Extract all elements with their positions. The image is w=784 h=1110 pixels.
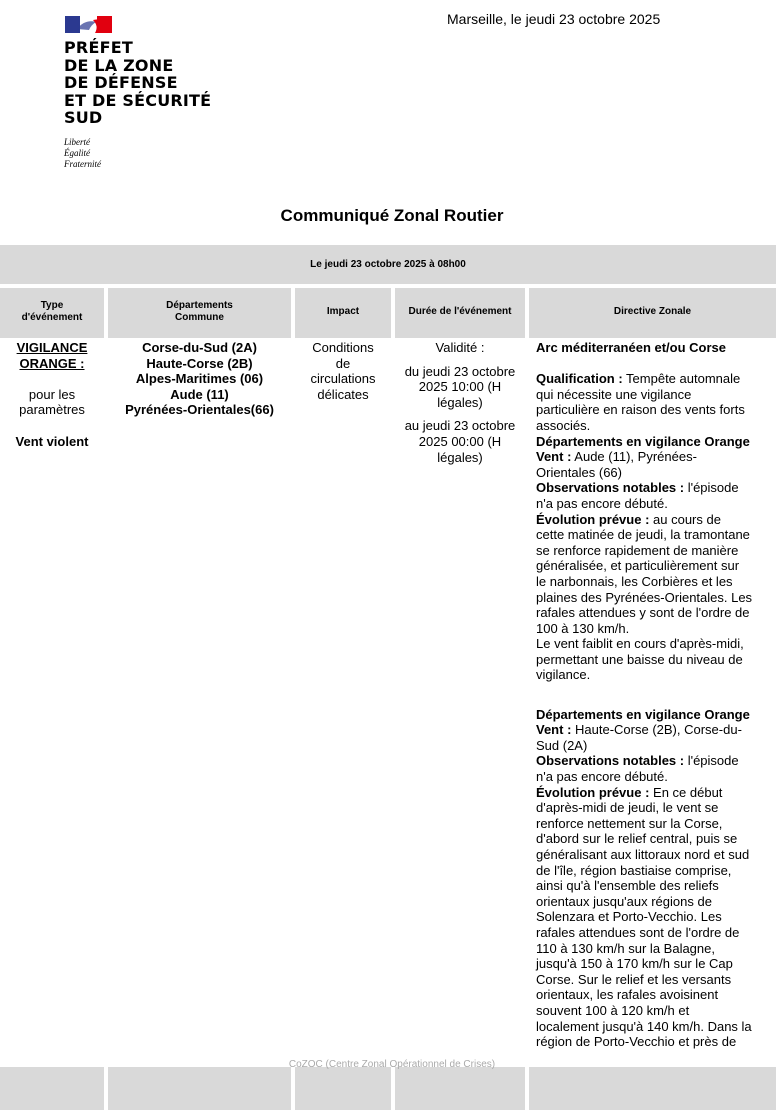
cell-directive	[529, 338, 776, 1067]
prefecture-line: DE DÉFENSE	[64, 73, 178, 92]
block1-obs	[536, 480, 770, 496]
evo-text: région de Porto-Vecchio et près de	[536, 1034, 737, 1050]
qualification-label: Qualification :	[536, 371, 623, 387]
block2-obs	[536, 753, 770, 769]
qualification-text: associés.	[536, 417, 591, 433]
header-impact: Impact	[326, 305, 360, 317]
header-type	[0, 288, 104, 335]
validite-label: Validité :	[435, 340, 485, 355]
block2-vent	[536, 722, 770, 738]
header-directive: Directive Zonale	[613, 305, 692, 317]
evo-text: généralisée, et particulièrement sur	[536, 558, 740, 574]
type-text: pour les	[28, 386, 76, 402]
parameter-name: Vent violent	[15, 433, 89, 449]
evo-text: d'abord sur le relief central, puis se	[536, 831, 738, 847]
departement-item: Alpes-Maritimes (06)	[135, 371, 264, 387]
vent-text: Sud (2A)	[536, 737, 588, 753]
departement-item: Pyrénées-Orientales(66)	[125, 402, 274, 418]
evo-text: plaines des Pyrénées-Orientales. Les	[536, 589, 753, 605]
evo-text: de l'île, région bastiaise comprise,	[536, 862, 732, 878]
impact-text: circulations	[310, 371, 376, 387]
departement-item: Haute-Corse (2B)	[146, 355, 253, 371]
departement-item: Corse-du-Sud (2A)	[142, 340, 257, 355]
obs-label: Observations notables :	[536, 480, 685, 496]
evo-text: Corse. Sur le relief et les versants	[536, 971, 732, 987]
cell-impact	[295, 338, 391, 1067]
evo-text: cette matinée de jeudi, la tramontane	[536, 527, 750, 543]
evo-text: se renforce rapidement de manière	[536, 542, 739, 558]
header-text: Commune	[175, 311, 224, 323]
evo-text: renforce nettement sur la Corse,	[536, 815, 723, 831]
republic-motto	[64, 137, 101, 170]
validite-from: 2025 10:00 (H	[418, 379, 502, 395]
evo-label: Évolution prévue :	[536, 784, 650, 800]
motto-line: Fraternité	[64, 159, 101, 169]
motto-line: Liberté	[64, 137, 90, 147]
evo-text: le narbonnais, les Corbières et les	[536, 573, 733, 589]
vent-text: Haute-Corse (2B), Corse-du-	[571, 722, 742, 738]
evo-text: généralisant aux littoraux nord et sud	[536, 847, 750, 862]
vigilance-label: VIGILANCE	[16, 340, 88, 355]
obs-text: l'épisode	[684, 753, 739, 769]
header-text: Type	[40, 299, 64, 311]
impact-text: délicates	[317, 386, 369, 402]
type-text: paramètres	[19, 402, 85, 418]
validite-from: légales)	[437, 394, 483, 410]
block1-evo	[536, 512, 770, 528]
prefecture-line: ET DE SÉCURITÉ	[64, 90, 212, 110]
evo-text: au cours de	[649, 511, 721, 527]
vent-text: Orientales (66)	[536, 464, 622, 480]
evo-text: 110 à 130 km/h sur la Balagne,	[536, 940, 715, 956]
motto-line: Égalité	[64, 148, 90, 158]
obs-text: l'épisode	[684, 480, 739, 496]
marianne-flag-logo	[65, 16, 112, 33]
validite-from: du jeudi 23 octobre	[404, 363, 516, 379]
validite-to: au jeudi 23 octobre	[404, 418, 516, 434]
obs-text: n'a pas encore débuté.	[536, 769, 668, 785]
vigilance-label: ORANGE :	[19, 355, 85, 371]
dateline: Marseille, le jeudi 23 octobre 2025	[447, 11, 661, 27]
block2-heading: Départements en vigilance Orange	[536, 706, 750, 722]
evo-text: d'après-midi de jeudi, le vent se	[536, 800, 719, 816]
vent-text: Aude (11), Pyrénées-	[571, 449, 697, 465]
evo-text: localement jusqu'à 140 km/h. Dans la	[536, 1018, 752, 1034]
validite-to: 2025 00:00 (H	[418, 433, 502, 449]
header-text: d'événement	[21, 311, 83, 323]
table-date-bar: Le jeudi 23 octobre 2025 à 08h00	[0, 245, 776, 284]
qualification-text: particulière en raison des vents forts	[536, 402, 745, 418]
prefecture-line: PRÉFET	[64, 38, 133, 57]
cell-departements	[108, 338, 291, 1067]
impact-text: Conditions	[312, 340, 374, 355]
document-title: Communiqué Zonal Routier	[280, 206, 504, 225]
evo-text: ainsi qu'à l'ensemble des reliefs	[536, 878, 719, 894]
vent-label: Vent :	[536, 449, 572, 465]
evo-text: 100 à 130 km/h.	[536, 620, 630, 636]
header-text: Départements	[166, 299, 233, 311]
evo-text: rafales attendues y sont de l'ordre de	[536, 605, 750, 621]
footer-text: CoZOC (Centre Zonal Opérationnel de Crises)	[288, 1059, 496, 1070]
evo-text: permettant une baisse du niveau de	[536, 651, 743, 667]
departement-item: Aude (11)	[170, 386, 229, 402]
evo-label: Évolution prévue :	[536, 511, 650, 527]
prefecture-line: SUD	[64, 108, 103, 127]
evo-text: orientaux, les rafales avoisinent	[536, 987, 719, 1003]
evo-text: jusqu'à 150 à 170 km/h sur le Cap	[536, 956, 733, 972]
obs-label: Observations notables :	[536, 753, 685, 769]
evo-text: Le vent faiblit en cours d'après-midi,	[536, 636, 744, 652]
block2-evo	[536, 785, 770, 801]
vent-label: Vent :	[536, 722, 572, 738]
qualification-line	[536, 371, 770, 387]
header-duree: Durée de l'événement	[408, 305, 512, 317]
evo-text: orientaux jusqu'aux régions de	[536, 893, 712, 909]
qualification-text: qui nécessite une vigilance	[536, 386, 692, 402]
evo-text: souvent 100 à 120 km/h et	[536, 1002, 690, 1018]
prefecture-name	[64, 39, 211, 127]
directive-region: Arc méditerranéen et/ou Corse	[536, 340, 727, 355]
impact-text: de	[335, 355, 351, 371]
validite-to: légales)	[437, 449, 483, 465]
cell-type	[0, 338, 104, 1067]
cell-duree	[395, 338, 525, 1067]
obs-text: n'a pas encore débuté.	[536, 495, 668, 511]
qualification-text: Tempête automnale	[622, 371, 741, 387]
evo-text: Solenzara et Porto-Vecchio. Les	[536, 909, 722, 925]
evo-text: En ce début	[649, 784, 723, 800]
block1-vent	[536, 449, 770, 465]
evo-text: rafales attendues sont de l'ordre de	[536, 924, 740, 940]
prefecture-line: DE LA ZONE	[64, 55, 174, 75]
evo-text: vigilance.	[536, 667, 591, 683]
block1-heading: Départements en vigilance Orange	[536, 433, 750, 449]
header-departements	[108, 288, 291, 335]
